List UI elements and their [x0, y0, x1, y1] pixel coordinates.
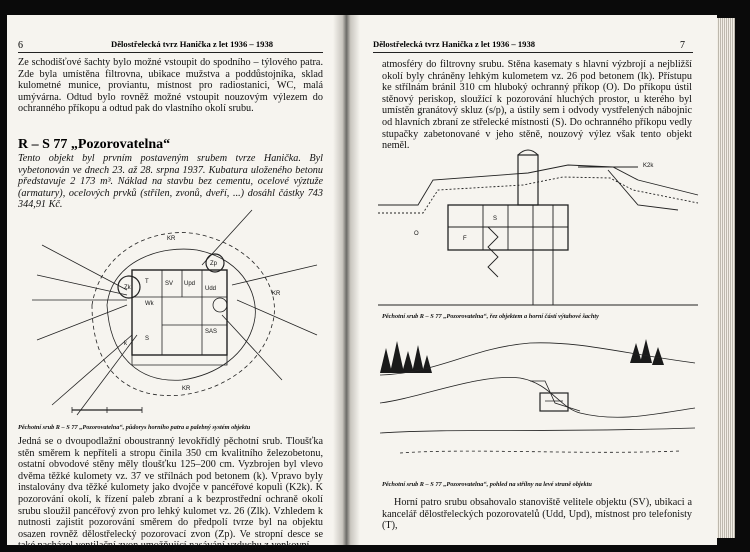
right-page: [360, 15, 717, 545]
section-intro: Tento objekt byl prvním postaveným srubem tvrze Hanička. Byl vybetonován ve dnech 23. až 28. srpna 1937. Kubatura uloženého betonu představuje 2 173 m³. Náklad na stavbu bez cementu, ocelové výztuže (armatury), ocelových prvků (střílen, zvonů, dveří, ...) dosáhl částky 743 344,91 Kč.: [18, 153, 323, 211]
page-edges: [717, 18, 735, 538]
top-paragraph: atmosféry do filtrovny srubu. Stěna kasematy s hlavní výzbrojí a nejbližší okolí byly chráněny lehkým kulometem vz. 26 pod betonem (lk). Přístupu ke střílnám bránil 310 cm hluboký ochranný příkop (O). Do příkopu ústil stěnový periskop, sloužící k pozorování hluchých prostor, u kterého byl umístěn granátový skluz (s/p), a ústily sem i odvody vystřelených nábojnic od hlavních zbraní ze střelecké místnosti (S). Do ochranného příkopu vedly stupačky zabetonované v jeho stěně, nouzový výlez však tento objekt neměl.: [382, 59, 692, 152]
plan-label-k: k: [124, 341, 127, 347]
plan-label-zk: Zk: [124, 285, 131, 291]
plan-label-upd: Upd: [184, 281, 196, 287]
body-paragraph: Jedná se o dvoupodlažní oboustranný levokřídlý pěchotní srub. Tloušťka stěn směrem k nepříteli a stropu činila 350 cm kvalitního železobetonu, ostatní obvodové stěny měly tloušťku 125–200 cm. Vyzbrojen byl vlevo dvěma těžké kulomety vz. 37 ve střílnách pod betonem (k). Vpravo byly instalovány dva těžké kulomety jako dvojče v pancéřové kopuli (K2k). K pozorování okolí, k řízení paleb zbraní a k bezprostřední ochraně okolí srubu sloužil pancéřový zvon pro lehký kulomet vz. 26 (Zlk). Vzhledem k nutnosti zajistit pozorování směrem do předpolí tvrze byl na objektu osazen rovněž dělostřelecký pozorovací zvon (Zp). Ve stropní desce se také nacházel ventilační zvon umožňující nasávání vzduchu z venkovní: [18, 436, 323, 552]
plan-label-sv: SV: [165, 281, 174, 287]
plan-label-kr-bottom: KR: [182, 386, 191, 392]
bottom-paragraph: Horní patro srubu obsahovalo stanoviště velitele objektu (SV), ubikaci a kancelář dělostřeleckých pozorovatelů (Udd, Upd), místnost pro telefonisty (T),: [382, 497, 692, 532]
landscape-drawing: [380, 333, 695, 478]
plan-label-udd: Udd: [205, 286, 217, 292]
plan-label-s: S: [145, 336, 150, 342]
page-number: 6: [18, 40, 23, 51]
section-label-k2k: K2k: [643, 163, 654, 169]
figure-caption-1: Pěchotní srub R – S 77 „Pozorovatelna“, řez objektem a horní částí výtahové šachty: [382, 313, 599, 320]
book-gutter: [333, 15, 360, 545]
section-label-s: S: [493, 216, 498, 222]
intro-paragraph: Ze schodišťové šachty bylo možné vstoupit do spodního – týlového patra. Zde byla umístěna filtrovna, ubikace mužstva a poddůstojníka, sklad kulometné munice, proviantu, místnost pro radiostanici, WC, malá umývárna. Odtud bylo rovněž možné vstoupit nouzovým výlezem do ochranného příkopu a odtud pak do vlastního okolí srubu.: [18, 57, 323, 115]
plan-label-kr-top: KR: [167, 236, 176, 242]
page-number: 7: [680, 40, 685, 51]
section-label-o: O: [414, 231, 419, 237]
left-page: [7, 15, 333, 552]
section-label-f: F: [463, 236, 467, 242]
plan-label-t: T: [145, 279, 149, 285]
plan-label-zp: Zp: [210, 261, 218, 267]
section-title: R – S 77 „Pozorovatelna“: [18, 137, 171, 152]
header-rule: [373, 52, 693, 53]
header-rule: [18, 52, 323, 53]
plan-label-wk: Wk: [145, 301, 154, 307]
running-header: Dělostřelecká tvrz Hanička z let 1936 – 1938: [111, 39, 274, 49]
plan-label-kr-right: KR: [272, 291, 281, 297]
running-header: Dělostřelecká tvrz Hanička z let 1936 – 1938: [373, 39, 536, 49]
floor-plan-drawing: [32, 205, 322, 420]
plan-label-sas: SAS: [205, 329, 218, 335]
figure-caption: Pěchotní srub R – S 77 „Pozorovatelna“, půdorys horního patra a palebný systém objektu: [18, 424, 251, 431]
figure-caption-2: Pěchotní srub R – S 77 „Pozorovatelna“, pohled na střílny na levé straně objektu: [382, 481, 592, 488]
section-drawing: [378, 145, 698, 310]
